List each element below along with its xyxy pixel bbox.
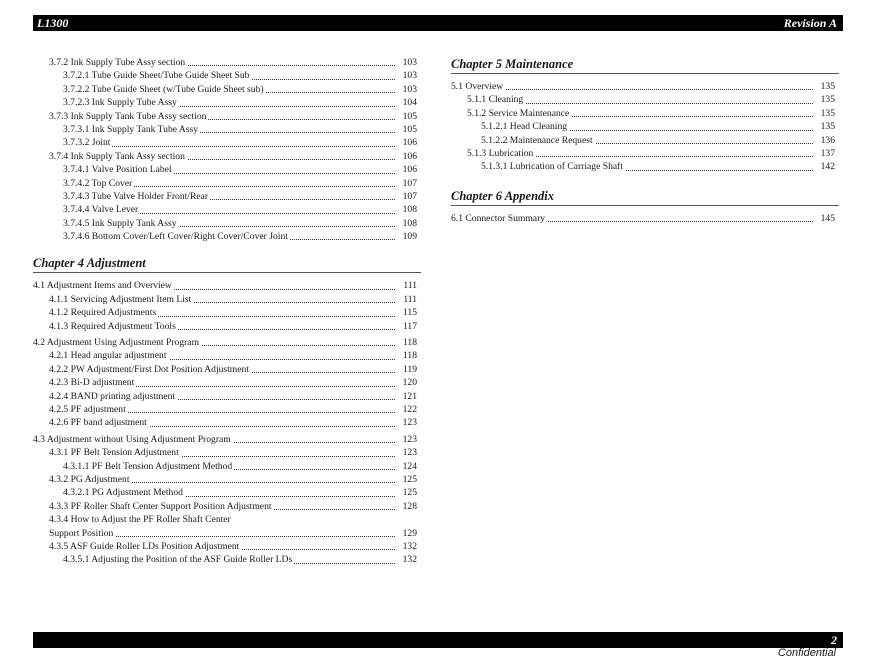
chapter5-rule: [451, 73, 839, 74]
toc-entry-page: 121: [402, 390, 417, 402]
toc-entry-title: 4.1.3 Required Adjustment Tools: [49, 320, 176, 332]
toc-entry-title: 5.1.2.2 Maintenance Request: [481, 134, 593, 146]
toc-entry-title: 4.2.5 PF adjustment: [49, 403, 126, 415]
toc-entry-page: 118: [402, 350, 417, 362]
confidential-label: Confidential: [777, 647, 836, 659]
toc-entry[interactable]: [451, 212, 839, 225]
toc-entry[interactable]: [33, 190, 421, 203]
toc-entry-title: 4.1 Adjustment Items and Overview: [33, 280, 172, 292]
toc-entry-page: 135: [820, 107, 835, 119]
chapter6-title[interactable]: Chapter 6 Appendix: [451, 188, 555, 203]
toc-entry-title: 4.3.1 PF Belt Tension Adjustment: [49, 447, 179, 459]
toc-entry-title: 4.2.3 Bi-D adjustment: [49, 377, 135, 389]
toc-entry-page: 108: [402, 217, 417, 229]
footer-bar: [33, 632, 843, 648]
toc-entry[interactable]: [451, 120, 839, 133]
toc-entry[interactable]: [33, 123, 421, 136]
toc-entry[interactable]: [33, 363, 421, 376]
toc-entry-title: 4.2 Adjustment Using Adjustment Program: [33, 337, 200, 349]
toc-entry-page: 120: [402, 377, 417, 389]
toc-entry-title: 5.1.2.1 Head Cleaning: [481, 121, 568, 133]
toc-entry-page: 135: [820, 81, 835, 92]
toc-entry-page: 108: [402, 204, 417, 216]
toc-entry[interactable]: [33, 306, 421, 319]
toc-entry[interactable]: [33, 416, 421, 429]
toc-entry-page: 111: [403, 293, 417, 305]
toc-entry-title: 3.7.4.1 Valve Position Label: [63, 164, 172, 176]
toc-entry[interactable]: [33, 96, 421, 109]
toc-entry-title: 4.2.2 PW Adjustment/First Dot Position Adjustment: [49, 363, 249, 375]
toc-entry-page: 104: [402, 97, 417, 109]
toc-entry-title: 3.7.3 Ink Supply Tank Tube Assy section: [49, 110, 207, 122]
model-name: L1300: [37, 16, 69, 30]
toc-entry[interactable]: [33, 110, 421, 123]
toc-entry-title: 4.3.1.1 PF Belt Tension Adjustment Method: [63, 460, 233, 472]
toc-entry[interactable]: [33, 473, 421, 486]
toc-entry-page: 132: [402, 554, 417, 566]
toc-entry-title: 3.7.2 Ink Supply Tube Assy section: [49, 57, 186, 68]
toc-entry-title: 4.3.2.1 PG Adjustment Method: [63, 487, 183, 499]
toc-entry-title: 5.1.2 Service Maintenance: [467, 107, 570, 119]
chapter5-title[interactable]: Chapter 5 Maintenance: [451, 57, 574, 71]
toc-entry-page: 106: [402, 150, 417, 162]
toc-entry-page: 117: [402, 320, 417, 332]
toc-entry-title: 5.1 Overview: [451, 81, 504, 92]
toc-entry[interactable]: [451, 160, 839, 173]
right-column: [451, 56, 839, 225]
leader-dots: [451, 89, 813, 90]
toc-entry-title: 3.7.2.2 Tube Guide Sheet (w/Tube Guide Sheet sub): [63, 83, 264, 95]
toc-entry-page: 125: [402, 487, 417, 499]
toc-entry-page: 105: [402, 110, 417, 122]
toc-entry-title: 3.7.2.3 Ink Supply Tube Assy: [63, 97, 177, 109]
toc-entry-page: 123: [402, 417, 417, 429]
toc-entry-page: 103: [402, 70, 417, 82]
toc-entry-page: 137: [820, 147, 835, 159]
toc-entry-title: 4.3.5.1 Adjusting the Position of the ASF Guide Roller LDs: [63, 554, 293, 566]
toc-entry-page: 124: [402, 460, 417, 472]
toc-entry-page: 115: [402, 307, 417, 319]
toc-entry[interactable]: [33, 177, 421, 190]
toc-entry-title: 4.1.1 Servicing Adjustment Item List: [49, 293, 192, 305]
toc-entry-page: 125: [402, 473, 417, 485]
toc-entry-page: 122: [402, 403, 417, 415]
toc-entry-title: 5.1.3.1 Lubrication of Carriage Shaft: [481, 161, 623, 173]
leader-dots: [63, 146, 395, 147]
toc-entry[interactable]: [33, 460, 421, 473]
toc-entry-title: 3.7.3.2 Joint: [63, 137, 111, 149]
page-number: 2: [831, 633, 837, 647]
toc-entry-title: 4.3.2 PG Adjustment: [49, 473, 130, 485]
toc-entry[interactable]: [451, 147, 839, 160]
toc-entry[interactable]: [33, 217, 421, 230]
toc-entry-page: 106: [402, 164, 417, 176]
toc-entry[interactable]: [33, 446, 421, 459]
chapter6-toc-list: [451, 212, 839, 225]
toc-entry-title: 3.7.4.2 Top Cover: [63, 177, 133, 189]
toc-entry-page: 103: [402, 57, 417, 68]
toc-entry[interactable]: [451, 80, 839, 93]
toc-entry[interactable]: [33, 56, 421, 69]
toc-entry[interactable]: [33, 349, 421, 362]
revision-label: Revision A: [783, 16, 837, 30]
toc-entry[interactable]: [33, 513, 421, 526]
toc-entry[interactable]: [33, 540, 421, 553]
toc-entry-title: 4.3.5 ASF Guide Roller LDs Position Adjustment: [49, 540, 240, 552]
chapter4-toc-list: [33, 279, 421, 566]
chapter4-rule: [33, 272, 421, 273]
toc-entry-title: 3.7.4 Ink Supply Tank Assy section: [49, 150, 185, 162]
toc-entry-title: 3.7.4.4 Valve Lever: [63, 204, 139, 216]
toc-entry[interactable]: [33, 293, 421, 306]
toc-entry-title: Support Position: [49, 527, 114, 539]
toc-entry[interactable]: [33, 83, 421, 96]
toc-entry-title: 3.7.3.1 Ink Supply Tank Tube Assy: [63, 123, 199, 135]
toc-entry-title: 5.1.1 Cleaning: [467, 94, 524, 106]
toc-entry-page: 119: [402, 363, 417, 375]
toc-entry-page: 128: [402, 500, 417, 512]
toc-entry-title: 4.3.4 How to Adjust the PF Roller Shaft Center: [49, 514, 231, 526]
toc-entry-page: 109: [402, 231, 417, 243]
toc-entry[interactable]: [33, 336, 421, 349]
toc-entry-title: 4.1.2 Required Adjustments: [49, 307, 157, 319]
toc-entry-page: 135: [820, 121, 835, 133]
toc-entry-page: 142: [820, 161, 835, 173]
toc-entry[interactable]: [33, 163, 421, 176]
toc-entry-title: 3.7.4.6 Bottom Cover/Left Cover/Right Cover/Cover Joint: [63, 231, 288, 243]
toc-entry[interactable]: [33, 320, 421, 333]
toc-entry-page: 135: [820, 94, 835, 106]
toc-entry-title: 3.7.4.3 Tube Valve Holder Front/Rear: [63, 190, 209, 202]
toc-entry-page: 106: [402, 137, 417, 149]
toc-entry-title: 4.2.4 BAND printing adjustment: [49, 390, 176, 402]
toc-entry[interactable]: [33, 390, 421, 403]
toc-entry-page: 123: [402, 433, 417, 445]
toc-entry[interactable]: [451, 134, 839, 147]
toc-entry-page: 145: [820, 212, 835, 224]
toc-entry-page: 111: [403, 280, 417, 292]
chapter6-rule: [451, 205, 839, 206]
toc-entry-page: 136: [820, 134, 835, 146]
toc-entry-page: 105: [402, 123, 417, 135]
toc-entry-title: 6.1 Connector Summary: [451, 212, 546, 224]
toc-entry-page: 103: [402, 83, 417, 95]
toc-entry[interactable]: [33, 136, 421, 149]
toc-entry[interactable]: [33, 527, 421, 540]
toc-entry[interactable]: [33, 376, 421, 389]
toc-entry[interactable]: [451, 107, 839, 120]
toc-entry-page: 129: [402, 527, 417, 539]
toc-entry-title: 4.2.1 Head angular adjustment: [49, 350, 167, 362]
toc-entry[interactable]: [33, 203, 421, 216]
toc-entry[interactable]: [33, 69, 421, 82]
toc-entry-page: 132: [402, 540, 417, 552]
toc-entry[interactable]: [33, 403, 421, 416]
toc-entry[interactable]: [33, 500, 421, 513]
toc-entry[interactable]: [33, 553, 421, 566]
chapter4-title[interactable]: Chapter 4 Adjustment: [33, 256, 146, 271]
header-bar: [33, 15, 843, 31]
toc-entry[interactable]: [451, 93, 839, 106]
toc-entry[interactable]: [33, 150, 421, 163]
toc-entry-title: 5.1.3 Lubrication: [467, 147, 534, 159]
toc-entry-title: 4.3.3 PF Roller Shaft Center Support Position Adjustment: [49, 500, 272, 512]
toc-entry[interactable]: [33, 486, 421, 499]
continued-toc-list: [33, 56, 421, 243]
chapter5-toc-list: [451, 80, 839, 174]
left-column: [33, 56, 421, 567]
toc-entry-page: 107: [402, 177, 417, 189]
toc-entry-page: 123: [402, 447, 417, 459]
toc-entry-title: 4.3 Adjustment without Using Adjustment Program: [33, 433, 231, 445]
toc-entry[interactable]: [33, 433, 421, 446]
toc-entry[interactable]: [33, 279, 421, 292]
toc-entry-page: 118: [402, 337, 417, 349]
toc-entry-page: 107: [402, 190, 417, 202]
toc-entry-title: 4.2.6 PF band adjustment: [49, 417, 147, 429]
toc-entry[interactable]: [33, 230, 421, 243]
toc-entry-title: 3.7.2.1 Tube Guide Sheet/Tube Guide Sheet Sub: [63, 70, 250, 82]
toc-entry-title: 3.7.4.5 Ink Supply Tank Assy: [63, 217, 177, 229]
